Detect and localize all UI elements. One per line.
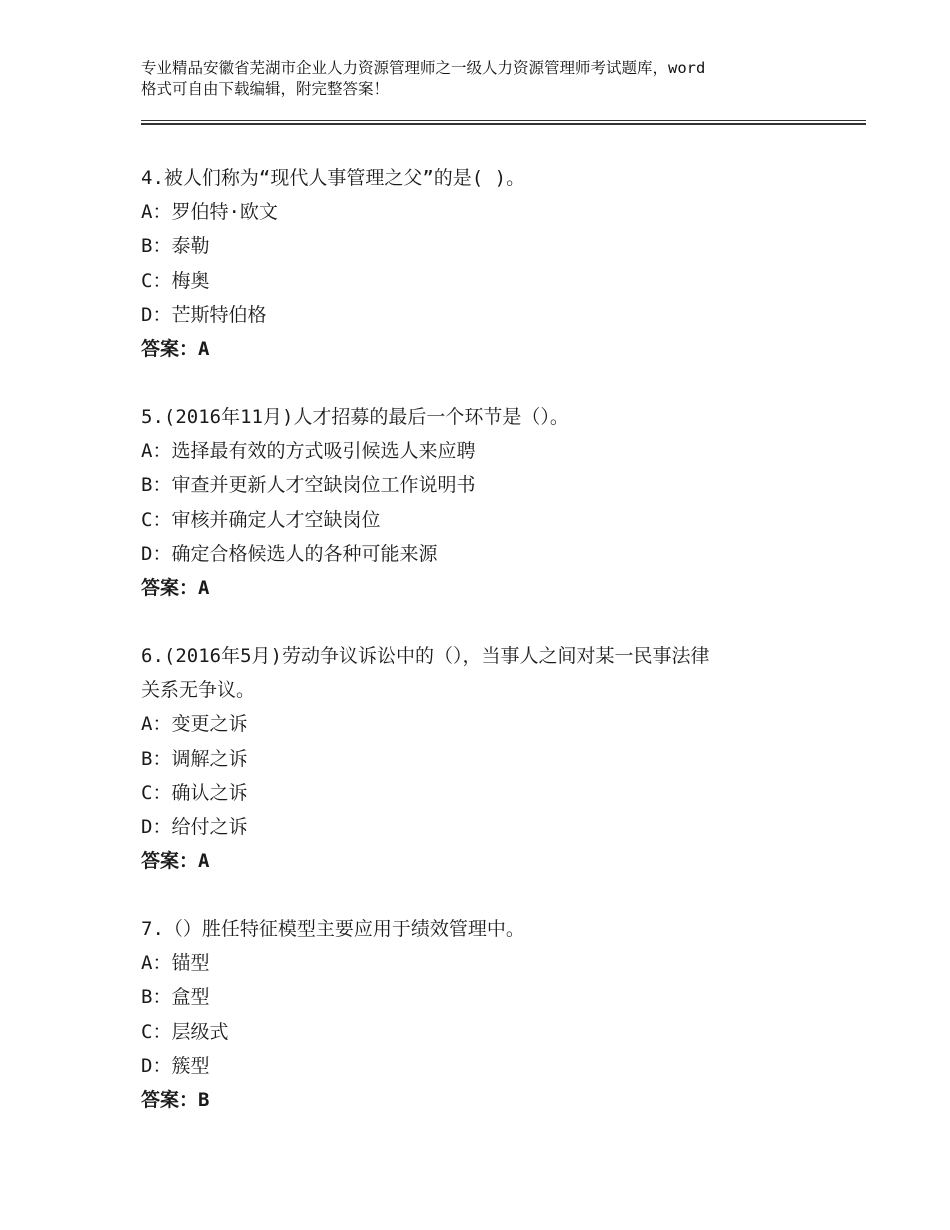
option-a: A：选择最有效的方式吸引候选人来应聘 [141,440,476,463]
question-stem: 4.被人们称为“现代人事管理之父”的是( )。 [141,167,526,189]
option-c: C：层级式 [141,1020,229,1043]
question-stem: 6.(2016年5月)劳动争议诉讼中的（），当事人之间对某一民事法律 [141,645,710,667]
question-stem: 5.(2016年11月)人才招募的最后一个环节是（）。 [141,406,569,428]
answer-label: 答案：B [141,1088,210,1111]
answer-label: 答案：A [141,337,210,360]
answer-label: 答案：A [141,576,210,599]
option-d: D：给付之诉 [141,815,248,838]
header-line-2: 格式可自由下载编辑，附完整答案！ [141,80,390,98]
option-d: D：确定合格候选人的各种可能来源 [141,542,438,565]
question-stem: 7.（）胜任特征模型主要应用于绩效管理中。 [141,918,525,940]
question-4 [141,161,841,366]
document-header [141,58,831,100]
option-a: A：变更之诉 [141,713,248,736]
option-b: B：调解之诉 [141,747,248,770]
question-5 [141,400,841,605]
option-c: C：审核并确定人才空缺岗位 [141,508,381,531]
question-7 [141,912,841,1117]
option-b: B：盒型 [141,986,210,1009]
option-d: D：簇型 [141,1054,210,1077]
answer-label: 答案：A [141,850,210,873]
option-b: B：泰勒 [141,235,210,258]
question-stem-continued: 关系无争议。 [141,679,256,702]
header-rule-thin [141,120,866,121]
option-a: A：罗伯特·欧文 [141,201,278,224]
option-a: A：锚型 [141,952,210,975]
option-b: B：审查并更新人才空缺岗位工作说明书 [141,474,476,497]
option-d: D：芒斯特伯格 [141,303,267,326]
header-rule-thick [141,123,866,125]
question-6 [141,639,841,878]
header-line-1: 专业精品安徽省芜湖市企业人力资源管理师之一级人力资源管理师考试题库，word [141,59,706,77]
option-c: C：梅奥 [141,269,210,292]
option-c: C：确认之诉 [141,781,248,804]
